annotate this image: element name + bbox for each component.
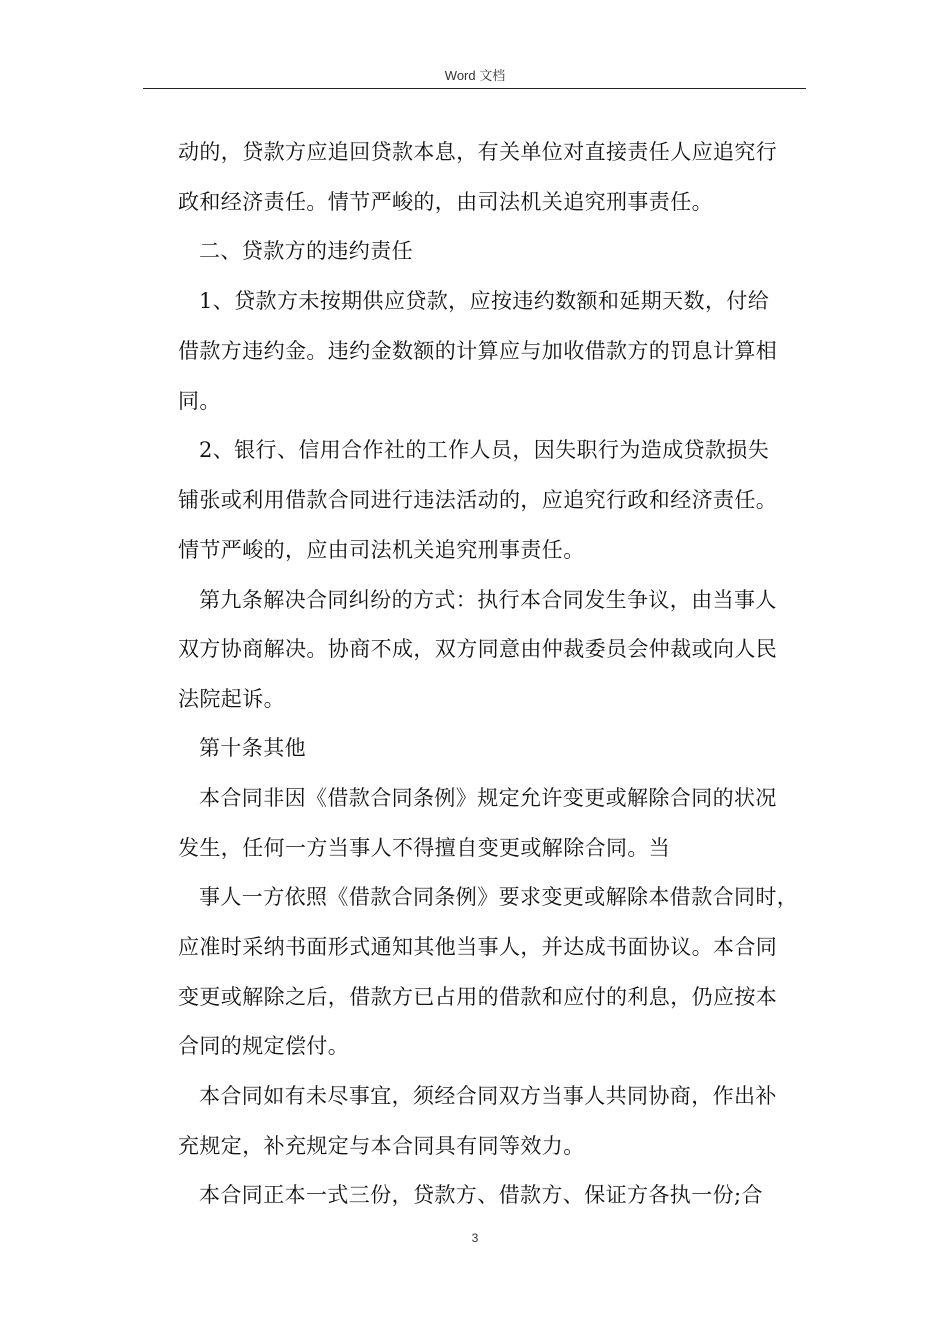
body-line: 铺张或利用借款合同进行违法活动的，应追究行政和经济责任。	[178, 488, 778, 512]
body-line: 双方协商解决。协商不成，双方同意由仲裁委员会仲裁或向人民	[178, 637, 778, 661]
body-line: 合同的规定偿付。	[178, 1034, 350, 1058]
body-line: 本合同非因《借款合同条例》规定允许变更或解除合同的状况	[199, 786, 777, 810]
body-line: 发生，任何一方当事人不得擅自变更或解除合同。当	[178, 836, 671, 860]
body-line: 2、银行、信用合作社的工作人员，因失职行为造成贷款损失	[199, 438, 770, 462]
body-line: 事人一方依照《借款合同条例》要求变更或解除本借款合同时，	[199, 885, 799, 909]
body-line: 二、贷款方的违约责任	[199, 239, 413, 263]
body-line: 法院起诉。	[178, 687, 285, 711]
body-line: 动的，贷款方应追回贷款本息，有关单位对直接责任人应追究行	[178, 140, 778, 164]
body-line: 第九条解决合同纠纷的方式：执行本合同发生争议，由当事人	[199, 588, 777, 612]
body-line: 同。	[178, 389, 221, 413]
body-line: 1、贷款方未按期供应贷款，应按违约数额和延期天数，付给	[199, 289, 770, 313]
body-line: 政和经济责任。情节严峻的，由司法机关追究刑事责任。	[178, 190, 713, 214]
body-line: 本合同如有未尽事宜，须经合同双方当事人共同协商，作出补	[199, 1084, 777, 1108]
page-number: 3	[471, 1231, 479, 1245]
body-line: 借款方违约金。违约金数额的计算应与加收借款方的罚息计算相	[178, 339, 778, 363]
body-line: 充规定，补充规定与本合同具有同等效力。	[178, 1134, 585, 1158]
body-line: 情节严峻的，应由司法机关追究刑事责任。	[178, 538, 585, 562]
body-line: 变更或解除之后，借款方已占用的借款和应付的利息，仍应按本	[178, 985, 778, 1009]
body-line: 本合同正本一式三份，贷款方、借款方、保证方各执一份;合	[199, 1183, 763, 1207]
body-line: 第十条其他	[199, 736, 306, 760]
body-line: 应准时采纳书面形式通知其他当事人，并达成书面协议。本合同	[178, 935, 778, 959]
page-header-title: Word 文档	[444, 68, 506, 83]
header-divider	[143, 88, 806, 89]
